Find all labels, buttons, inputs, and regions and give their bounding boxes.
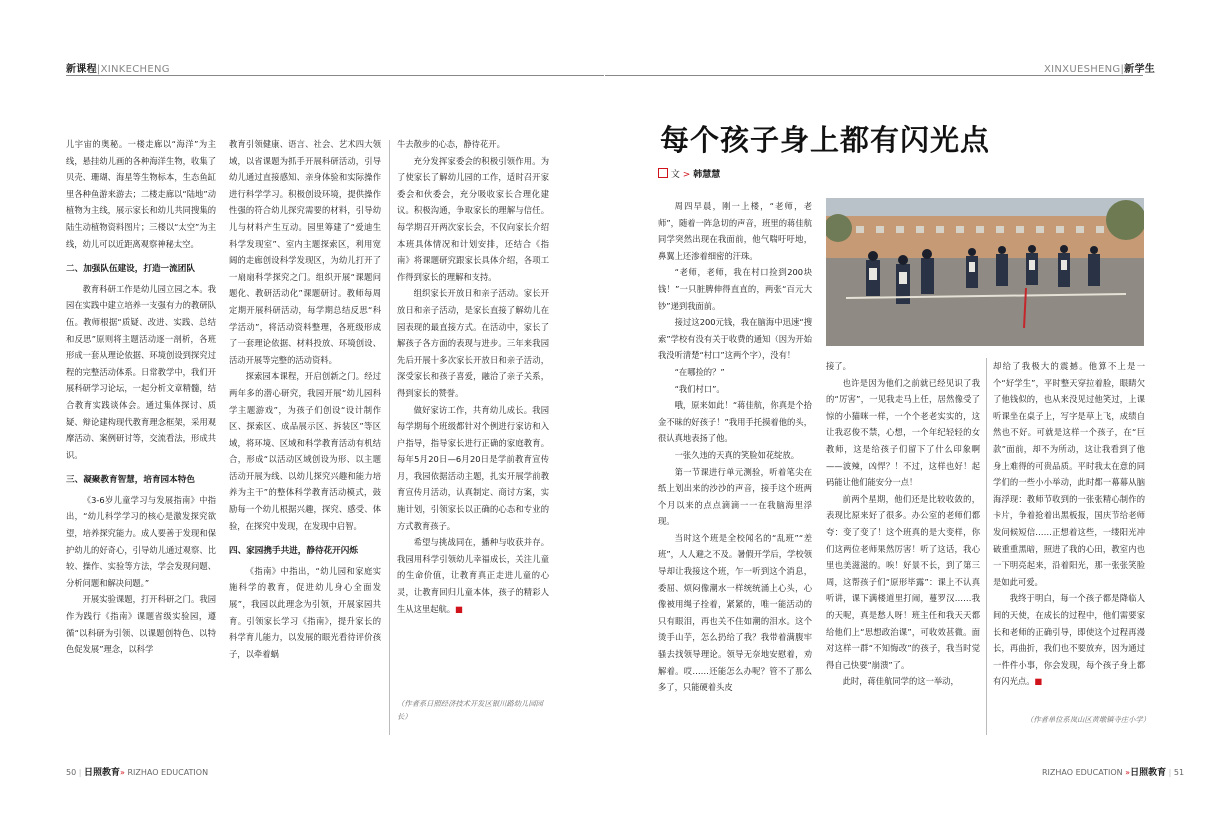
paragraph: 第一节课进行单元测验，听着笔尖在纸上划出来的沙沙的声音，接手这个班两个月以来的点点滴滴一一在我脑海里浮现。 xyxy=(658,466,812,527)
article-title: 每个孩子身上都有闪光点 xyxy=(660,123,991,157)
paragraph: 组织家长开放日和亲子活动。家长开放日和亲子活动，是家长直接了解幼儿在园表现的最直接方式。在活动中，家长了解孩子各方面的表现与进步。三年来我园先后开展十多次家长开放日和亲子活动，深受家长和孩子喜爱，融洽了亲子关系，得到家长的赞誉。 xyxy=(397,288,549,398)
paragraph: 牛去散步的心态，静待花开。 xyxy=(397,139,505,149)
header-rule xyxy=(66,75,604,76)
paragraph-text: 我终于明白，每一个孩子都是降临人间的天使，在成长的过程中，他们需要家长和老师的正确引导，即使这个过程再漫长，再曲折，我们也不要放弃，因为通过一件件小事，你会发现，每个孩子身上都有闪光点。 xyxy=(993,593,1145,687)
paragraph: 却给了我极大的震撼。他算不上是一个“好学生”，平时整天穿拉着脸，眼睛欠了他钱似的，也从来没见过他笑过，上课听课坐在桌子上，写字是草上飞，成绩自然也不好。可就是这样一个孩子，在“巨款”面前，却不为所动，这让我看到了他身上难得的可贵品质。平时我太在意的同学们的一些小小举动，此时都一幕幕从脑海浮现：教师节收到的一张张精心制作的卡片，争着抢着出黑板报，国庆节给老师发问候短信……正想着这些，一缕阳光冲破重重黑暗，照进了我的心田，教室内也一下明亮起来，沿着阳光，那一张张笑脸是如此可爱。 xyxy=(993,361,1145,587)
left-column-1 xyxy=(66,136,216,658)
author-note: （作者系日照经济技术开发区银川路幼儿园园长） xyxy=(397,699,543,721)
left-column-2 xyxy=(229,136,381,662)
paragraph: 也许是因为他们之前就已经见识了我的“厉害”，一见我走马上任，居然像受了惊的小猫咪一样，一个个老老实实的，这让我忍俊不禁，心想，一个年纪轻轻的女教师，这是给孩子们留下了什么印象啊——波辣，凶悍？！不过，这样也好！起码能让他们能安分一点！ xyxy=(826,377,980,488)
header-rule xyxy=(605,75,1143,76)
paragraph: 哦，原来如此！“蒋佳航，你真是个拾金不昧的好孩子！”我用手托摸着他的头，很认真地表扬了他。 xyxy=(658,400,812,444)
paragraph: 《3-6岁儿童学习与发展指南》中指出，“幼儿科学学习的核心是激发探究欲望，培养探究能力。成人要善于发现和保护幼儿的好奇心，引导幼儿通过观察、比较、操作、实验等方法，学会发现问题、分析问题和解决问题。” xyxy=(66,494,216,588)
paragraph: 充分发挥家委会的积极引领作用。为了使家长了解幼儿园的工作，适时召开家委会和伙委会，充分吸收家长合理化建议。积极沟通，争取家长的理解与信任。每学期召开两次家长会，不仅向家长介绍本班具体情况和计划安排，还结合《指南》将课题研究跟家长具体介绍，各项工作得到家长的理解和支持。 xyxy=(397,155,549,282)
paragraph-text: 希望与挑战同在，播种与收获并存。我园用科学引领幼儿幸福成长，关注儿童的生命价值，让教育真正走进儿童的心灵，让教育回归儿童本体，孩子的精彩人生从这里起航。 xyxy=(397,537,549,614)
paragraph: 儿宇宙的奥秘。一楼走廊以“海洋”为主线，悬挂幼儿画的各种海洋生物，收集了贝壳、珊瑚、海星等生物标本，生态鱼缸里各种鱼游来游去；二楼走廊以“陆地”动植物为主线，展示家长和幼儿共同搜集的陆生动植物资料图片；三楼以“太空”为主线，幼儿可以近距离观察神秘太空。 xyxy=(66,139,216,249)
paragraph: 教育科研工作是幼儿园立园之本。我园在实践中建立培养一支强有力的教研队伍。教师根据“质疑、改进、实践、总结和反思”原则将主题活动逐一剖析，各班形成一套从理论依据、环境创设到探究过程的完整活动体系。日常教学中，我们开展科研学习论坛，一起分析文章精髓，结合教育实践谈体会。通过集体探讨、质疑、辩论建构现代教育理念框架，采用观摩活动、案例研讨等，交流看法，形成共识。 xyxy=(66,283,216,460)
end-mark: ■ xyxy=(455,603,463,614)
brand-logo: 日照教育 xyxy=(1130,768,1167,778)
column-divider xyxy=(389,140,390,735)
paragraph xyxy=(397,534,549,617)
subheading: 四、家园携手共进，静待花开闪烁 xyxy=(229,546,358,557)
left-column-3 xyxy=(397,136,549,617)
right-column-1-top xyxy=(658,198,812,696)
section-sub: XINKECHENG xyxy=(100,64,170,75)
section-label: 新课程 xyxy=(66,64,97,75)
byline: 文 > 韩慧慧 xyxy=(658,167,720,180)
left-page xyxy=(0,0,604,826)
paragraph: 周四早晨，刚一上楼，“老师，老师”，随着一阵急切的声音，班里的蒋佳航同学突然出现在我面前，他气喘吁吁地，鼻翼上还渗着细密的汗珠。 xyxy=(658,201,812,261)
author-name: 韩慧慧 xyxy=(693,170,721,180)
page-number: 50 xyxy=(66,768,77,777)
paragraph: 《指南》中指出，“幼儿园和家庭实施科学的教育，促进幼儿身心全面发展”，我园以此理念为引领，开展家园共育。引领家长学习《指南》，提升家长的科学育儿能力，以发展的眼光看待评价孩子，以牵着蜗 xyxy=(229,565,381,659)
brand-en: RIZHAO EDUCATION xyxy=(127,768,209,777)
paragraph: 此时，蒋佳航同学的这一举动， xyxy=(842,676,959,687)
section-sub: XINXUESHENG xyxy=(1044,64,1121,75)
paragraph: 一张久违的天真的笑脸如花绽放。 xyxy=(674,449,800,460)
section-header-right: XINXUESHENG|新学生 xyxy=(1044,64,1156,75)
right-column-2 xyxy=(826,358,980,690)
paragraph: 教育引领健康、语言、社会、艺术四大领域，以省课题为抓手开展科研活动，引导幼儿通过直接感知、亲身体验和实际操作进行科学学习。积极创设环境，提供操作性强的符合幼儿探究需要的材料，引导幼儿与材料产生互动。园里筹建了“爱迪生科学发现室”、室内主题探索区，利用宽阔的走廊创设科学发现区，为幼儿打开了一扇扇科学探究之门。组织开展“课题问题化、教研活动化”课题研讨。教师每周定期开展科研活动，每学期总结反思“科学活动”，将活动资料整理，各班级形成了一套理论依据、材料投放、环境创设、活动开展等完整的活动资料。 xyxy=(229,139,381,365)
brand-en: RIZHAO EDUCATION xyxy=(1042,768,1123,777)
paragraph: “老师，老师，我在村口捡到200块钱！”一只脏脾伸得直直的，两张“百元大钞”递到我面前。 xyxy=(658,267,812,311)
paragraph: 做好家访工作，共育幼儿成长。我园每学期每个班级都针对个例进行家访和入户指导，指导家长进行正确的家庭教育。每年5月20日—6月20日是学前教育宣传月，我园依据活动主题，扎实开展学前教育宣传月活动，认真制定、商讨方案，实施计划，引领家长以正确的心态和专业的方式教育孩子。 xyxy=(397,404,549,531)
section-label: 新学生 xyxy=(1124,64,1156,75)
paragraph: “我们村口”。 xyxy=(674,383,725,394)
section-header-left: 新课程|XINKECHENG xyxy=(66,64,170,75)
paragraph xyxy=(993,590,1145,690)
footer-right: RIZHAO EDUCATION »日照教育 | 51 xyxy=(1042,768,1185,778)
right-column-3 xyxy=(993,358,1145,690)
subheading: 二、加强队伍建设，打造一流团队 xyxy=(66,264,195,275)
paragraph: 接了。 xyxy=(826,361,851,371)
column-divider xyxy=(986,358,987,735)
page-number: 51 xyxy=(1173,768,1185,777)
paragraph: 探索园本课程，开启创新之门。经过两年多的潜心研究，我园开展“幼儿园科学主题游戏”，为孩子们创设“设计制作区、探索区、成品展示区、拆装区”等区域，将环境、区域和科学教育活动有机结合，形成“以活动区域创设为形、以主题活动开展为线、以幼儿探究兴趣和能力培养为主干”的整体科学教育活动模式，鼓励每一个幼儿根据兴趣，探究、感受、体验，在探究中发现，在发现中启智。 xyxy=(229,371,381,531)
subheading: 三、凝聚教育智慧，培育园本特色 xyxy=(66,475,195,486)
end-mark: ■ xyxy=(1034,676,1043,687)
arrow-icon: > xyxy=(682,170,691,180)
paragraph: 前两个星期，他们还是比较收敛的，表现比原来好了很多。办公室的老师们都夸：变了变了！这个班真的是大变样，你们这两位老师果然厉害！听了这话，我心里也美滋滋的。唉！好景不长，到了第三周，这帮孩子们“原形毕露”：课上不认真听讲，课下满楼道里打闹，蔓罗汉……我的天呢，真是愁人呀！班主任和我天天都给他们上“思想政治课”，可收效甚微。面对这样一群“不知悔改”的孩子，我当时觉得自己快要“崩溃”了。 xyxy=(826,493,980,670)
paragraph: 接过这200元钱，我在脑海中迅速“搜索”学校有没有关于收费的通知（因为开始我没听清楚“村口”这两个字），没有！ xyxy=(658,317,812,361)
author-note: （作者单位系岚山区黄墩镇寺庄小学） xyxy=(1025,715,1150,724)
footer-left: 50 | 日照教育» RIZHAO EDUCATION xyxy=(66,768,209,778)
paragraph: “在哪捡的？” xyxy=(674,366,725,377)
brand-logo: 日照教育 xyxy=(83,768,120,778)
article-photo xyxy=(826,198,1144,346)
paragraph: 当时这个班是全校闻名的“乱班”“差班”，人人避之不及。暑假开学后，学校领导却让我接这个班，乍一听到这个消息，委屈、烦闷像潮水一样统统涌上心头，心像被用绳子拴着，紧紧的，唯一能活动的只有眼泪，再也关不住如潮的泪水。这个烫手山芋，怎么扔给了我？我带着满腹牢骚去找领导理论。领导无奈地安慰着，劝解着。哎……还能怎么办呢？管不了那么多了，只能硬着头皮 xyxy=(658,532,812,693)
square-icon xyxy=(658,168,668,178)
tug-of-war-photo xyxy=(826,198,1144,346)
paragraph: 开展实验课题，打开科研之门。我园作为践行《指南》课题省级实验园，遵循“以科研为引领、以课题创特色、以特色促发展”理念，以科学 xyxy=(66,594,216,655)
